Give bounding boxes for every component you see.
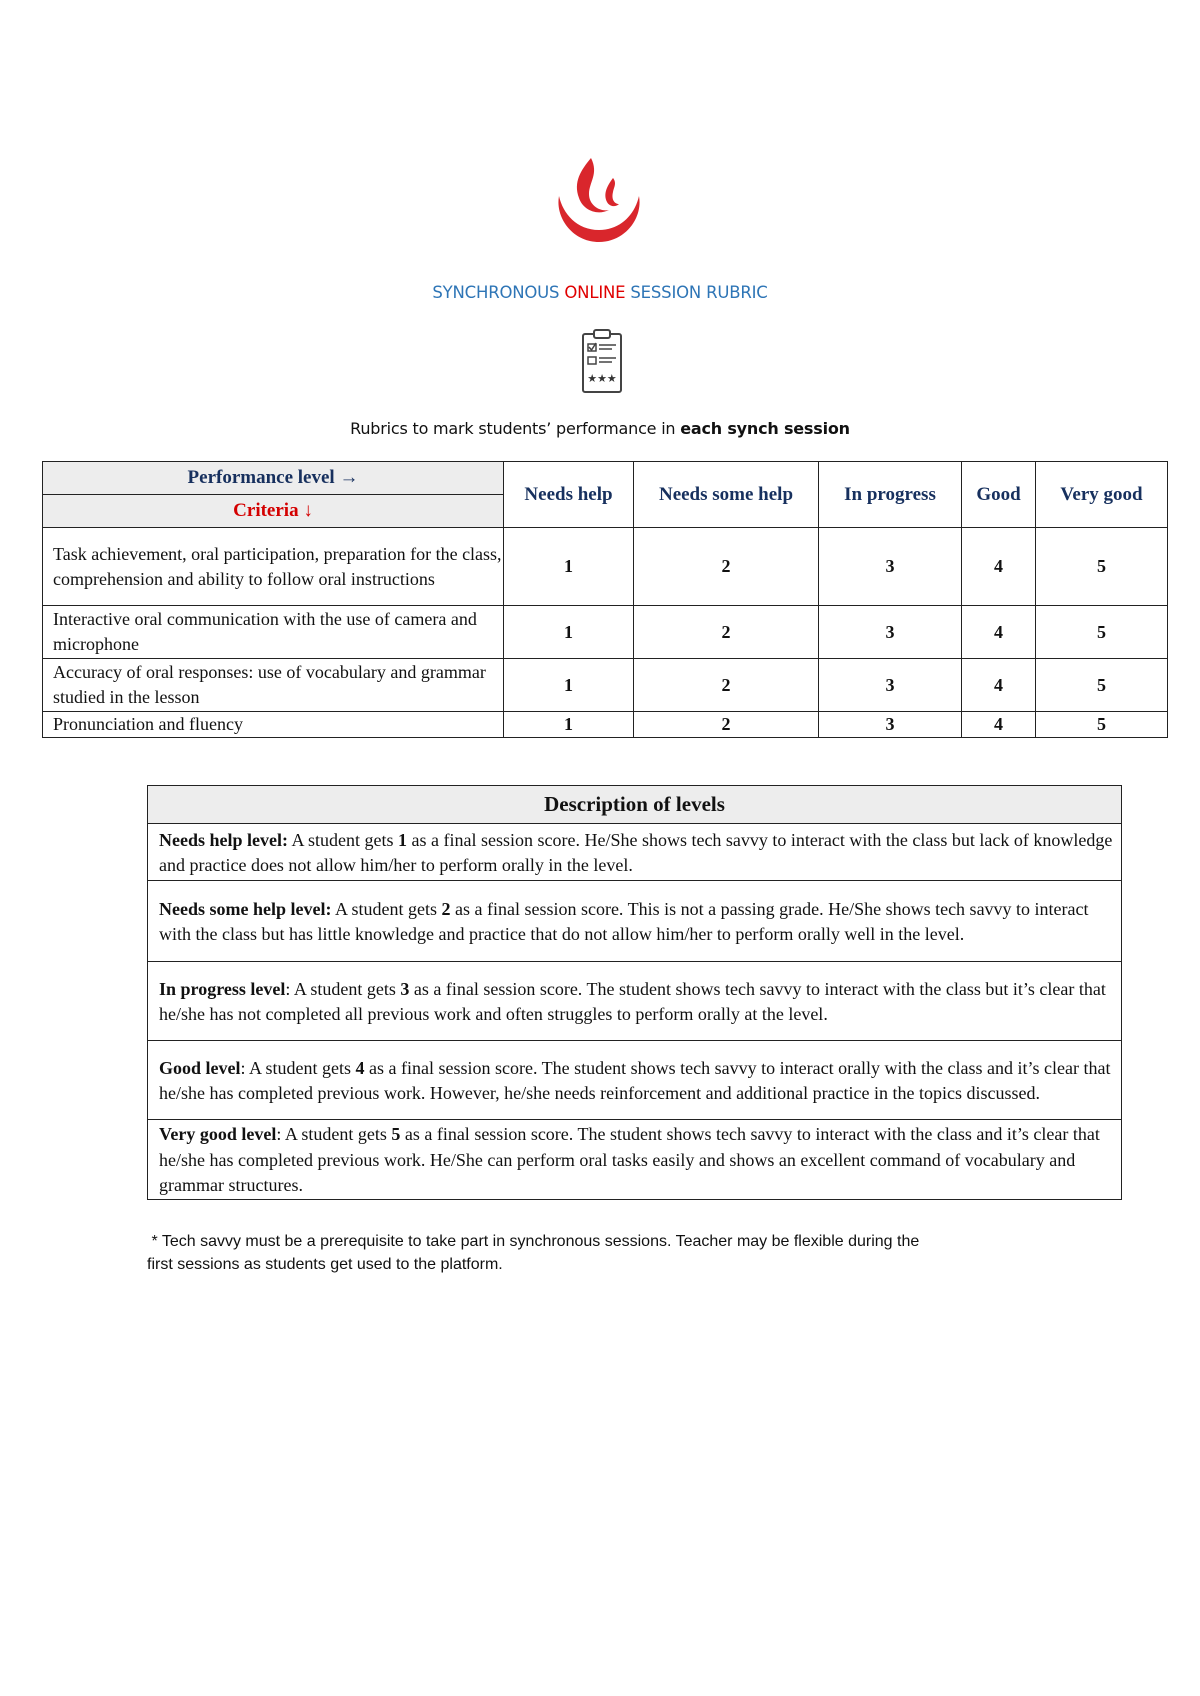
- subtitle-bold: each synch session: [680, 419, 850, 438]
- level-description-row: [148, 881, 1122, 962]
- level-header-in-progress: In progress: [819, 462, 962, 528]
- score-cell: 1: [504, 528, 634, 606]
- document-title: [0, 283, 1200, 302]
- title-part-online: ONLINE: [564, 283, 626, 302]
- level-text: as a final session score. The student shows tech savvy to interact with the class and it’s clear that he/she has completed previous work. He/She can perform oral tasks easily and shows an excellent command of vocabulary and grammar structures.: [159, 1124, 1100, 1195]
- criterion-cell: Interactive oral communication with the use of camera and microphone: [43, 606, 504, 659]
- level-text: : A student gets: [276, 1124, 392, 1144]
- score-cell: 3: [819, 659, 962, 712]
- performance-level-header: Performance level →: [43, 462, 504, 495]
- level-text: as a final session score. He/She shows tech savvy to interact with the class but lack of knowledge and practice does not allow him/her to perform orally in the level.: [159, 829, 1113, 875]
- score-cell: 3: [819, 606, 962, 659]
- level-score: 1: [398, 829, 407, 850]
- footnote-line-2: first sessions as students get used to the platform.: [147, 1256, 503, 1273]
- level-description-row: [148, 1041, 1122, 1120]
- subtitle-prefix: Rubrics to mark students’ performance in: [350, 419, 681, 438]
- score-cell: 5: [1036, 606, 1168, 659]
- level-name: Very good level: [159, 1124, 277, 1144]
- table-row: [43, 712, 1168, 738]
- level-description-row: [148, 962, 1122, 1041]
- level-name: Needs some help level:: [159, 898, 332, 919]
- score-cell: 5: [1036, 712, 1168, 738]
- subtitle: [0, 419, 1200, 438]
- level-text: as a final session score. The student shows tech savvy to interact with the class but it’s clear that he/she has not completed all previous work and often struggles to perform orally at the level.: [159, 978, 1106, 1024]
- score-cell: 1: [504, 606, 634, 659]
- table-row: [43, 606, 1168, 659]
- footnote: [147, 1230, 1077, 1276]
- level-name: Good level: [159, 1057, 241, 1078]
- level-description-row: [148, 1120, 1122, 1200]
- criterion-cell: Task achievement, oral participation, preparation for the class, comprehension and ability to follow oral instructions: [43, 528, 504, 606]
- score-cell: 3: [819, 712, 962, 738]
- level-score: 3: [400, 978, 410, 999]
- score-cell: 1: [504, 712, 634, 738]
- level-text: A student gets: [287, 829, 398, 850]
- level-text: : A student gets: [285, 978, 401, 999]
- score-cell: 4: [962, 712, 1036, 738]
- level-score: 4: [355, 1057, 365, 1078]
- flame-logo-icon: [551, 158, 647, 244]
- criteria-header: Criteria ↓: [43, 495, 504, 528]
- score-cell: 5: [1036, 659, 1168, 712]
- score-cell: 2: [634, 659, 819, 712]
- criterion-cell: Pronunciation and fluency: [43, 712, 504, 738]
- score-cell: 4: [962, 606, 1036, 659]
- score-cell: 3: [819, 528, 962, 606]
- levels-description-table: [147, 785, 1122, 1200]
- levels-description-title: Description of levels: [148, 786, 1122, 824]
- level-text: A student gets: [331, 898, 442, 919]
- score-cell: 5: [1036, 528, 1168, 606]
- footnote-line-1: * Tech savvy must be a prerequisite to take part in synchronous sessions. Teacher may be flexible during the: [147, 1233, 920, 1250]
- level-text: as a final session score. The student shows tech savvy to interact orally with the class and it’s clear that he/she has completed previous work. However, he/she needs reinforcement and additional practice in the topics discussed.: [159, 1057, 1111, 1103]
- table-row: [43, 659, 1168, 712]
- score-cell: 4: [962, 528, 1036, 606]
- level-name: In progress level: [159, 978, 286, 999]
- clipboard-checklist-icon: [581, 328, 623, 394]
- level-description-row: [148, 824, 1122, 881]
- score-cell: 4: [962, 659, 1036, 712]
- level-header-needs-help: Needs help: [504, 462, 634, 528]
- level-text: as a final session score. This is not a passing grade. He/She shows tech savvy to interact with the class but has little knowledge and practice that do not allow him/her to perform orally well in the level.: [159, 898, 1089, 944]
- level-header-needs-some-help: Needs some help: [634, 462, 819, 528]
- table-row: [43, 528, 1168, 606]
- score-cell: 2: [634, 606, 819, 659]
- title-part-1: SYNCHRONOUS: [432, 283, 565, 302]
- score-cell: 2: [634, 528, 819, 606]
- level-header-good: Good: [962, 462, 1036, 528]
- level-text: : A student gets: [240, 1057, 356, 1078]
- svg-text:★★★: ★★★: [587, 372, 617, 385]
- level-score: 2: [441, 898, 451, 919]
- level-score: 5: [391, 1124, 401, 1144]
- title-part-3: SESSION RUBRIC: [625, 283, 768, 302]
- score-cell: 2: [634, 712, 819, 738]
- criterion-cell: Accuracy of oral responses: use of vocabulary and grammar studied in the lesson: [43, 659, 504, 712]
- rubric-table: [42, 461, 1168, 738]
- level-name: Needs help level:: [159, 829, 288, 850]
- score-cell: 1: [504, 659, 634, 712]
- level-header-very-good: Very good: [1036, 462, 1168, 528]
